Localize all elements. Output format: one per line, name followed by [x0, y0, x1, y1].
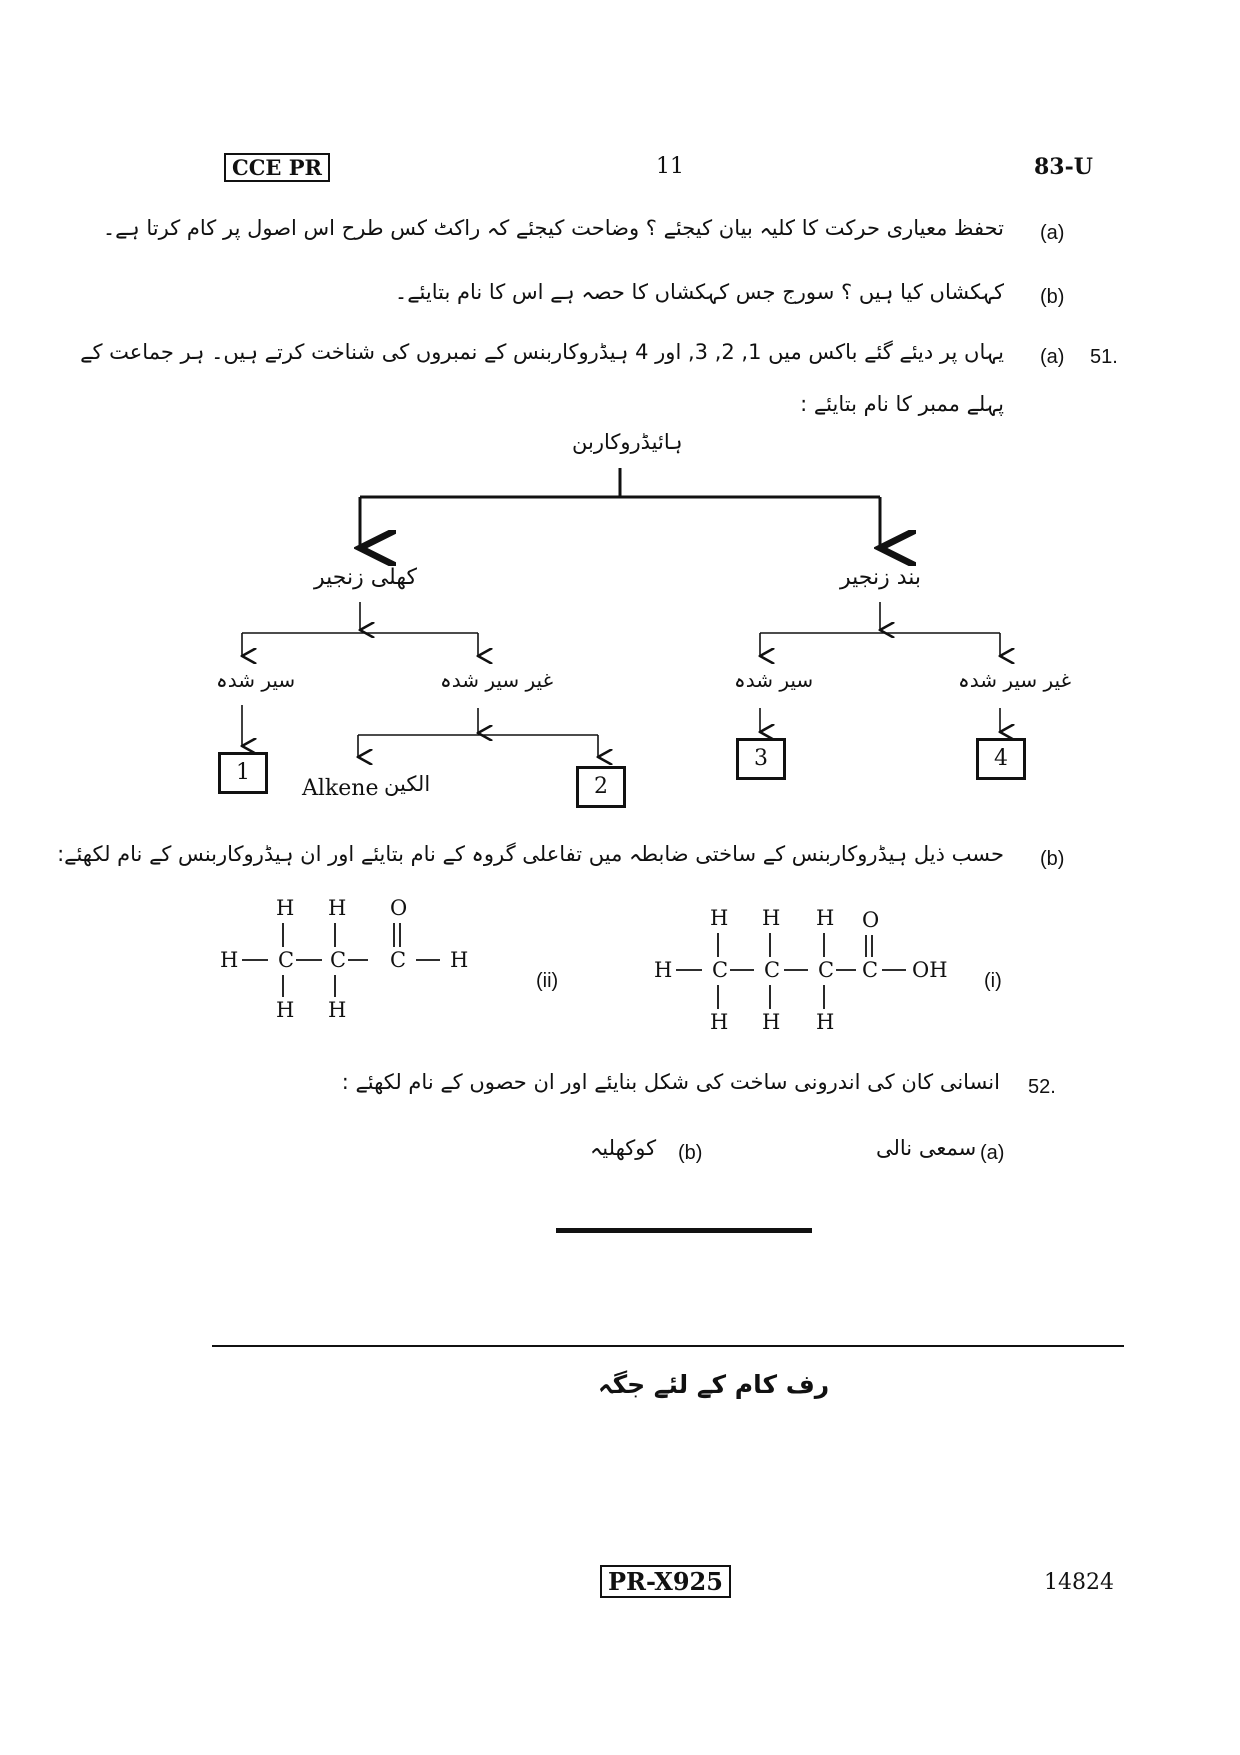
page-number: 11	[656, 154, 684, 179]
q50-a-label: (a)	[1040, 222, 1065, 244]
svg-text:H: H	[328, 998, 347, 1022]
tree-root-label: ہائیڈروکاربن	[572, 430, 683, 454]
q52-b-label: (b)	[678, 1142, 703, 1164]
q51-number: 51.	[1090, 346, 1118, 368]
end-of-questions-rule	[556, 1228, 812, 1233]
header-box-label: CCE PR	[224, 153, 330, 182]
q52-number: 52.	[1028, 1076, 1056, 1098]
svg-text:C: C	[818, 958, 835, 982]
svg-text:C: C	[712, 958, 729, 982]
q52-a-label: (a)	[980, 1142, 1005, 1164]
svg-text:C: C	[764, 958, 781, 982]
structural-formula-ii	[210, 895, 480, 1035]
svg-text:C: C	[390, 948, 407, 972]
q51-b-text: حسب ذیل ہیڈروکاربنس کے ساختی ضابطہ میں تفاعلی گروہ کے نام بتایئے اور ان ہیڈروکاربنس کے نام لکھئے:	[57, 842, 1004, 866]
tree-alkene-english: Alkene	[302, 776, 379, 801]
rough-work-heading: رف کام کے لئے جگہ	[598, 1370, 830, 1399]
tree-alkene-urdu: الکین	[384, 772, 431, 796]
svg-text:H: H	[220, 948, 239, 972]
svg-text:C: C	[330, 948, 347, 972]
footer-code-box: PR-X925	[600, 1565, 731, 1598]
tree-box-2: 2	[576, 766, 626, 808]
tree-saturated-right-label: سیر شدہ	[734, 668, 814, 692]
svg-text:H: H	[762, 1010, 781, 1034]
svg-text:H: H	[816, 1010, 835, 1034]
svg-text:H: H	[276, 896, 295, 920]
q52-b-text: کوکھلیہ	[590, 1136, 657, 1160]
q52-a-text: سمعی نالی	[876, 1136, 977, 1160]
q51-a-text-line2: پہلے ممبر کا نام بتایئے :	[800, 392, 1004, 416]
paper-code: 83-U	[1034, 154, 1093, 180]
rough-work-separator	[212, 1345, 1124, 1347]
svg-text:C: C	[278, 948, 295, 972]
tree-saturated-left-label: سیر شدہ	[216, 668, 296, 692]
tree-box-3: 3	[736, 738, 786, 780]
q50-b-label: (b)	[1040, 286, 1065, 308]
q52-text: انسانی کان کی اندرونی ساخت کی شکل بنایئے اور ان حصوں کے نام لکھئے :	[341, 1070, 1000, 1094]
svg-text:H: H	[710, 1010, 729, 1034]
q50-a-text: تحفظ معیاری حرکت کا کلیہ بیان کیجئے ؟ وضاحت کیجئے کہ راکٹ کس طرح اس اصول پر کام کرتا ہے۔	[102, 216, 1004, 240]
tree-open-chain-label: کھلی زنجیر	[314, 565, 417, 590]
svg-text:H: H	[710, 906, 729, 930]
svg-text:H: H	[816, 906, 835, 930]
tree-box-1: 1	[218, 752, 268, 794]
q51-a-label: (a)	[1040, 346, 1065, 368]
hydrocarbon-tree-connectors	[0, 0, 1240, 830]
svg-text:OH: OH	[912, 958, 948, 982]
svg-text:H: H	[762, 906, 781, 930]
tree-unsaturated-right-label: غیر سیر شدہ	[958, 668, 1072, 692]
svg-text:H: H	[328, 896, 347, 920]
footer-serial: 14824	[1044, 1570, 1114, 1595]
structural-formula-i	[650, 905, 980, 1045]
q50-b-text: کہکشاں کیا ہیں ؟ سورج جس کہکشاں کا حصہ ہے اس کا نام بتایئے۔	[394, 280, 1004, 304]
tree-closed-chain-label: بند زنجیر	[840, 565, 922, 590]
svg-text:O: O	[390, 896, 408, 920]
svg-text:H: H	[276, 998, 295, 1022]
q51-a-text-line1: یہاں پر دیئے گئے باکس میں 1, 2, 3, اور 4 ہیڈروکاربنس کے نمبروں کی شناخت کرتے ہیں۔ ہر جماعت کے	[80, 340, 1004, 364]
q51-b-label: (b)	[1040, 848, 1065, 870]
tree-box-4: 4	[976, 738, 1026, 780]
svg-text:H: H	[654, 958, 673, 982]
svg-text:O: O	[862, 908, 880, 932]
formula-ii-label: (ii)	[536, 970, 559, 992]
formula-i-label: (i)	[984, 970, 1002, 992]
tree-unsaturated-left-label: غیر سیر شدہ	[440, 668, 554, 692]
svg-text:H: H	[450, 948, 469, 972]
svg-text:C: C	[862, 958, 879, 982]
